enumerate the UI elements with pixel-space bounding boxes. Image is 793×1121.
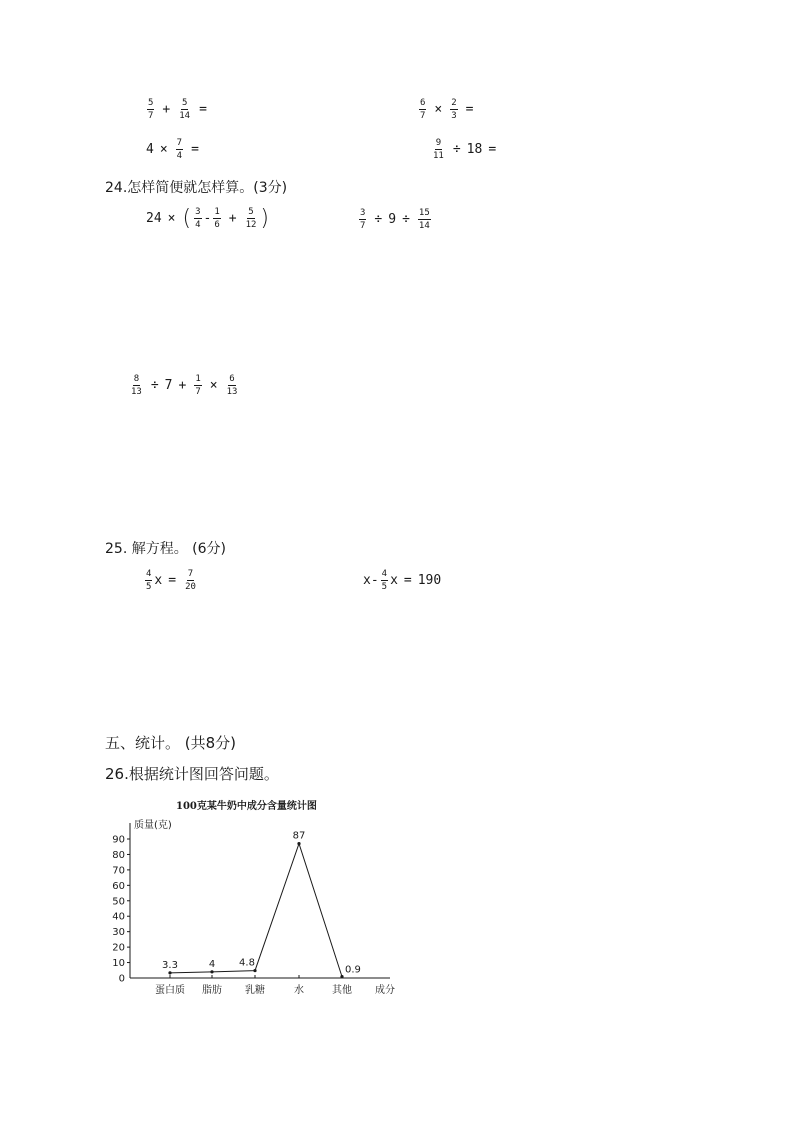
- number: 24: [146, 211, 162, 227]
- fraction: $\frac{3}{4}$: [195, 207, 201, 231]
- times-sign: ×: [434, 102, 443, 118]
- number: 7: [164, 378, 173, 394]
- equation-1: [143, 569, 199, 593]
- equation-2: [363, 569, 441, 593]
- minus-sign: -: [203, 211, 212, 227]
- plus-sign: +: [178, 378, 187, 394]
- divide-sign: ÷: [402, 212, 410, 228]
- expression-4: [430, 138, 502, 162]
- fraction: $\frac{5}{7}$: [148, 98, 154, 122]
- x-tick-label: 水: [294, 985, 304, 996]
- fraction: $\frac{5}{14}$: [179, 98, 191, 122]
- divide-sign: ÷: [150, 378, 159, 394]
- times-sign: ×: [159, 142, 168, 158]
- y-tick-label: 70: [112, 865, 125, 877]
- variable: x: [390, 573, 398, 589]
- x-axis-label: 成分: [375, 985, 395, 996]
- line-chart: [100, 810, 410, 1005]
- data-point: [340, 975, 343, 978]
- fraction: $\frac{6}{7}$: [420, 98, 426, 122]
- data-point: [297, 842, 300, 845]
- number: 9: [388, 212, 397, 228]
- equals-sign: =: [199, 102, 207, 118]
- expression-5: [146, 207, 270, 231]
- chart-title: 100克某牛奶中成分含量统计图: [176, 801, 317, 812]
- variable: x-: [363, 573, 379, 589]
- expression-2: [417, 98, 480, 122]
- equals-sign: =: [488, 142, 497, 158]
- right-paren: ): [260, 205, 270, 231]
- x-tick-label: 蛋白质: [155, 985, 185, 996]
- data-point: [210, 970, 213, 973]
- fraction: $\frac{3}{7}$: [360, 208, 366, 232]
- times-sign: ×: [209, 378, 218, 394]
- question-24-title: 24.怎样简便就怎样算。(3分): [105, 180, 288, 196]
- expression-6: [357, 208, 433, 232]
- fraction: $\frac{9}{11}$: [433, 138, 444, 162]
- data-label: 3.3: [162, 959, 178, 971]
- fraction: $\frac{6}{13}$: [226, 374, 238, 398]
- x-tick-label: 乳糖: [245, 985, 265, 996]
- y-tick-label: 0: [118, 973, 125, 985]
- y-tick-label: 30: [112, 927, 125, 939]
- expression-3: [146, 138, 205, 162]
- y-tick-label: 60: [112, 880, 125, 892]
- times-sign: ×: [167, 211, 176, 227]
- fraction: $\frac{7}{4}$: [176, 138, 183, 162]
- number: 190: [417, 573, 442, 589]
- fraction: $\frac{7}{20}$: [185, 569, 196, 593]
- fraction: $\frac{4}{5}$: [381, 569, 388, 593]
- data-point: [168, 971, 171, 974]
- equals-sign: =: [168, 573, 177, 589]
- y-tick-label: 40: [112, 911, 125, 923]
- data-label: 4: [208, 958, 216, 970]
- fraction: $\frac{1}{7}$: [195, 374, 201, 398]
- divide-sign: ÷: [374, 212, 383, 228]
- data-point: [253, 969, 256, 972]
- y-tick-label: 90: [112, 834, 125, 846]
- plus-sign: +: [162, 102, 171, 118]
- number: 4: [146, 142, 154, 158]
- equals-sign: =: [465, 102, 474, 118]
- variable: x: [154, 573, 163, 589]
- y-tick-label: 80: [112, 849, 125, 861]
- x-tick-label: 其他: [332, 985, 352, 996]
- x-tick-label: 脂肪: [202, 985, 222, 996]
- y-tick-label: 20: [112, 942, 125, 954]
- fraction: $\frac{15}{14}$: [418, 208, 430, 232]
- question-25-title: 25. 解方程。 (6分): [105, 541, 226, 557]
- question-26-title: 26.根据统计图回答问题。: [105, 765, 279, 783]
- left-paren: (: [182, 205, 192, 231]
- number: 18: [466, 142, 483, 158]
- fraction: $\frac{8}{13}$: [131, 374, 142, 398]
- y-tick-label: 10: [112, 958, 125, 970]
- y-tick-label: 50: [112, 896, 125, 908]
- divide-sign: ÷: [452, 142, 461, 158]
- equals-sign: =: [191, 142, 199, 158]
- plus-sign: +: [228, 211, 237, 227]
- fraction: $\frac{1}{6}$: [214, 207, 220, 231]
- data-label: 87: [292, 830, 306, 842]
- section-5-title: 五、统计。 (共8分): [105, 734, 237, 752]
- y-axis-label: 质量(克): [134, 820, 172, 831]
- data-label: 0.9: [345, 964, 361, 976]
- expression-1: [145, 98, 213, 122]
- data-label: 4.8: [239, 957, 255, 969]
- fraction: $\frac{5}{12}$: [245, 207, 257, 231]
- series-line: [170, 844, 342, 977]
- equals-sign: =: [403, 573, 412, 589]
- fraction: $\frac{2}{3}$: [451, 98, 457, 122]
- expression-7: [128, 374, 240, 398]
- fraction: $\frac{4}{5}$: [146, 569, 152, 593]
